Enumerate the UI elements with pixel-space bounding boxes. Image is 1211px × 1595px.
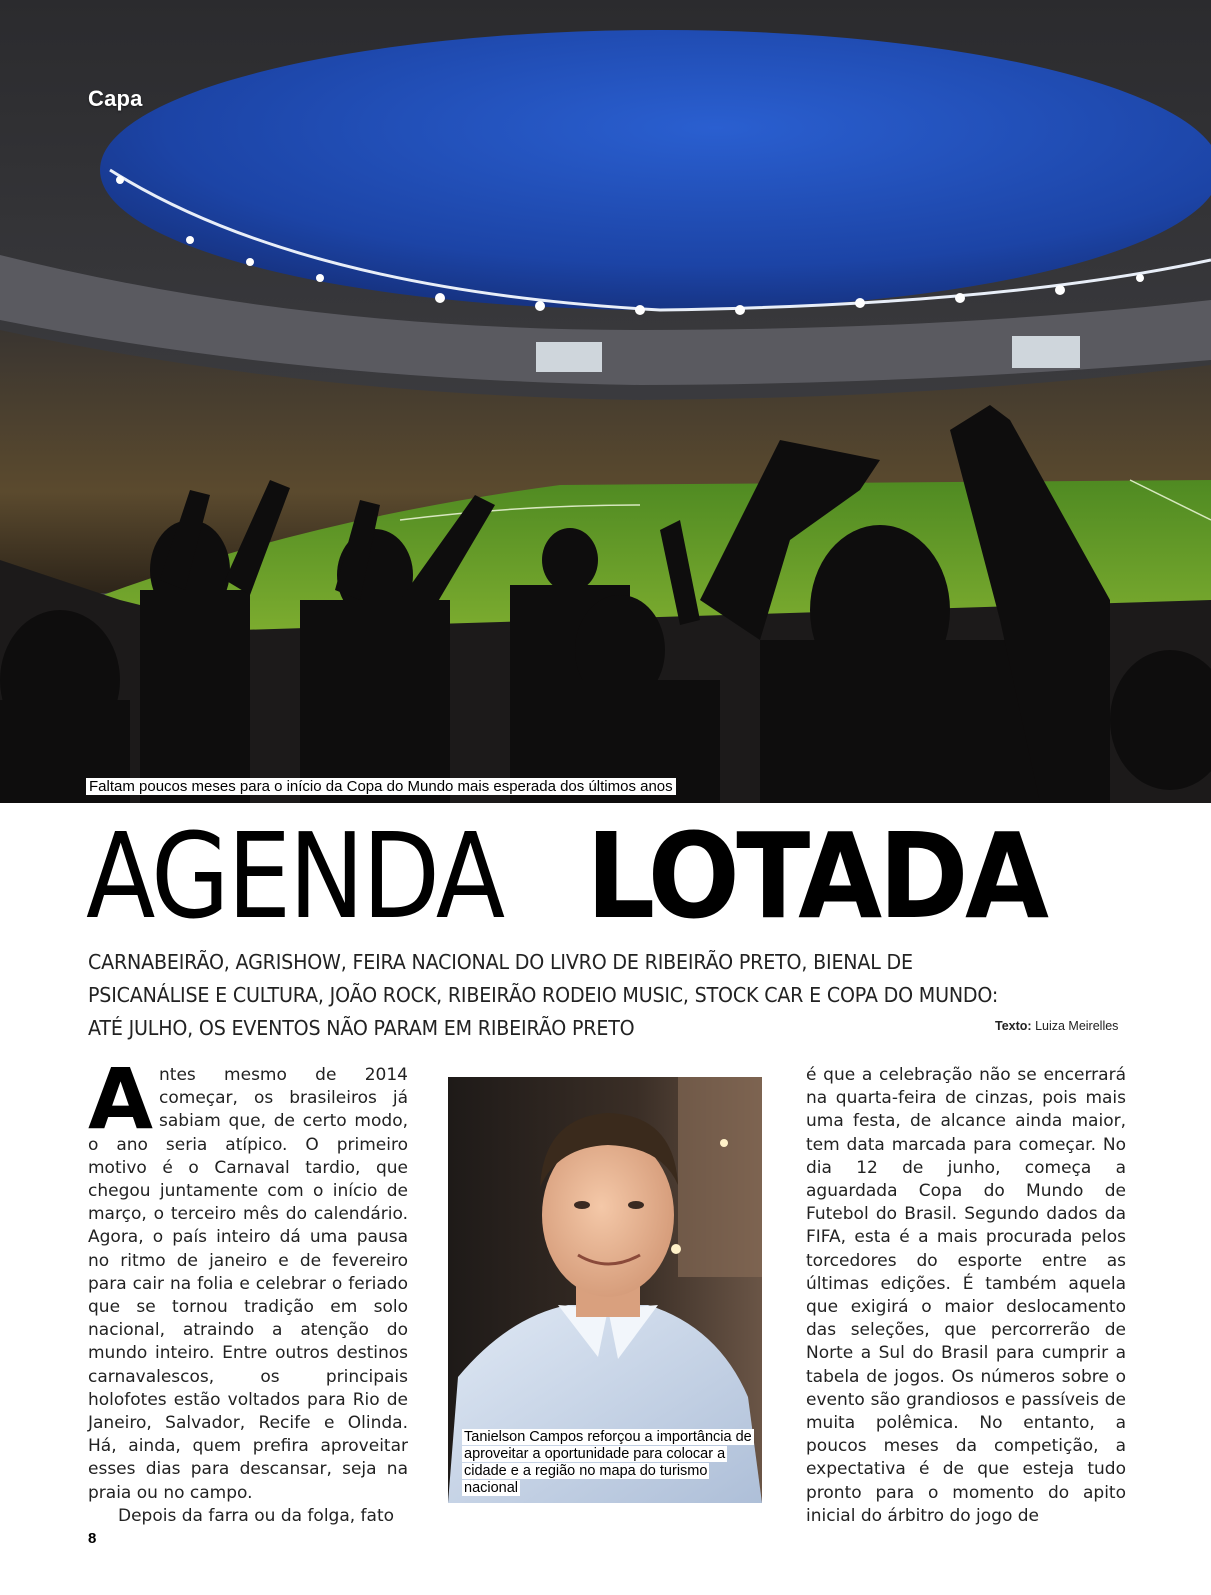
page-number: 8 xyxy=(88,1530,97,1547)
paragraph-text: ntes mesmo de 2014 começar, os brasileiros já sabiam que, de certo modo, o ano seria atípico. O primeiro motivo é o Carnaval tardio, que chegou juntamente com o início de março, o terceiro mês do calendário. Agora, o país inteiro dá uma pausa no ritmo de janeiro e de fevereiro para cair na folia e celebrar o feriado que se tornou tradição em solo nacional, atraindo a atenção do mundo inteiro. Entre outros destinos carnavalescos, os principais holofotes estão voltados para Rio de Janeiro, Salvador, Recife e Olinda. Há, ainda, quem prefira aproveitar esses dias para descansar, seja na praia ou no campo. xyxy=(88,1065,408,1503)
portrait-photo xyxy=(448,1077,762,1503)
author-credit xyxy=(995,1019,1118,1033)
article-paragraph: é que a celebração não se encerrará na quarta-feira de cinzas, pois mais uma festa, de alcance ainda maior, tem data marcada para começar. No dia 12 de junho, começa a aguardada Copa do Mundo de Futebol do Brasil. Segundo dados da FIFA, esta é a mais procurada pelos torcedores do esporte entre as últimas edições. É também aquela que exigirá o maior deslocamento das seleções, que percorrerão de Norte a Sul do Brasil para cumprir a tabela de jogos. Os números sobre o evento são grandiosos e passíveis de muita polêmica. No entanto, a poucos meses da competição, a expectativa é de que esteja tudo pronto para o momento do apito inicial do árbitro do jogo de xyxy=(806,1065,1126,1526)
credit-author: Luiza Meirelles xyxy=(1035,1019,1119,1033)
headline-bold: LOTADA xyxy=(586,807,1046,945)
subtitle-line: ATÉ JULHO, OS EVENTOS NÃO PARAM EM RIBEIRÃO PRETO xyxy=(88,1016,635,1040)
headline xyxy=(86,807,1046,945)
subtitle xyxy=(88,946,1068,1045)
drop-cap: A xyxy=(88,1050,154,1148)
subtitle-line: PSICANÁLISE E CULTURA, JOÃO ROCK, RIBEIRÃO RODEIO MUSIC, STOCK CAR E COPA DO MUNDO: xyxy=(88,983,999,1007)
subtitle-line: CARNABEIRÃO, AGRISHOW, FEIRA NACIONAL DO LIVRO DE RIBEIRÃO PRETO, BIENAL DE xyxy=(88,950,913,974)
section-label: Capa xyxy=(88,86,143,111)
portrait-caption xyxy=(462,1429,752,1497)
article-column-left xyxy=(88,1050,408,1528)
hero-caption: Faltam poucos meses para o início da Copa do Mundo mais esperada dos últimos anos xyxy=(86,778,676,795)
portrait-caption-text: Tanielson Campos reforçou a importância de aproveitar a oportunidade para colocar a cidade e a região no mapa do turismo nacional xyxy=(464,1429,752,1496)
credit-label: Texto: xyxy=(995,1019,1032,1033)
article-paragraph xyxy=(88,1050,408,1505)
article-column-right xyxy=(806,1064,1126,1528)
headline-light: AGENDA xyxy=(86,807,503,945)
article-paragraph: Depois da farra ou da folga, fato xyxy=(118,1505,395,1526)
